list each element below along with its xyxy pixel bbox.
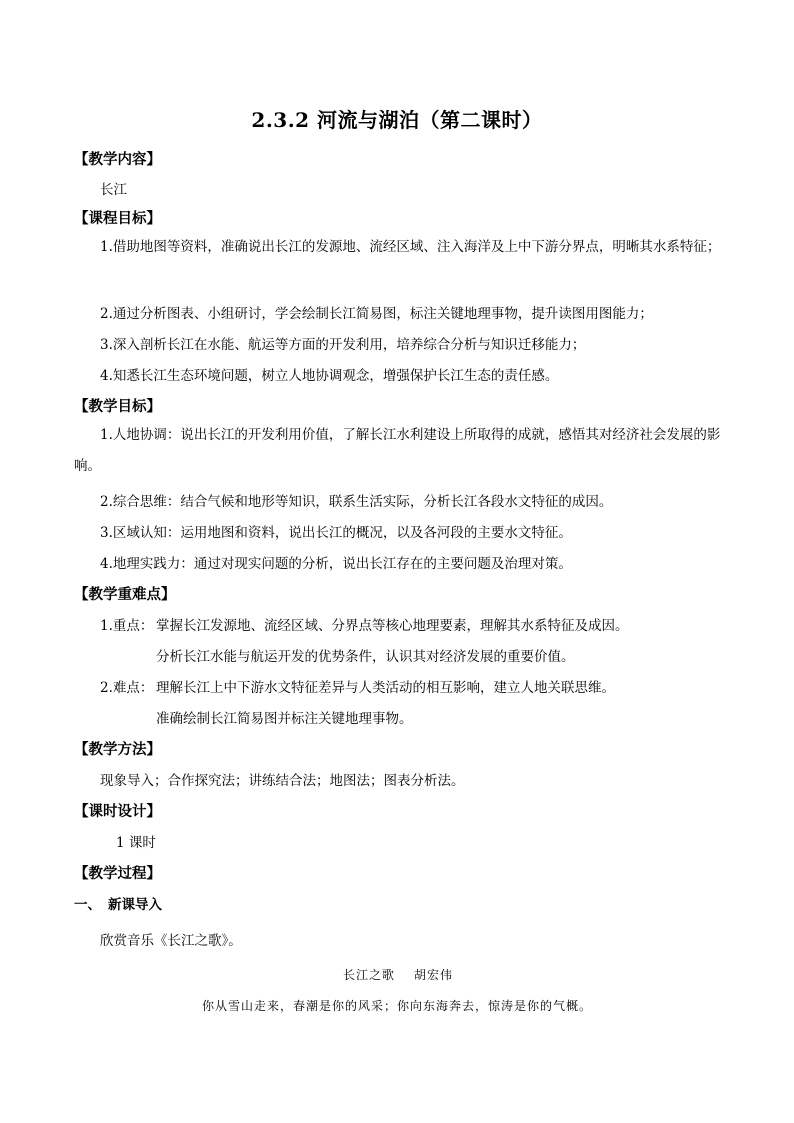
heading-key-points: 【教学重难点】: [74, 586, 176, 603]
focus-label: 1.重点：: [100, 618, 154, 634]
intro-text: 欣赏音乐《长江之歌》。: [100, 933, 242, 949]
focus-point-2: 分析长江水能与航运开发的优势条件，认识其对经济发展的重要价值。: [156, 649, 575, 665]
heading-content: 【教学内容】: [74, 151, 161, 168]
song-title: 长江之歌: [343, 968, 396, 982]
heading-teaching-goals: 【教学目标】: [74, 398, 161, 415]
teaching-goal-2: 2.综合思维：结合气候和地形等知识，联系生活实际，分析长江各段水文特征的成因。: [100, 494, 613, 510]
content-text: 长江: [100, 182, 127, 198]
heading-course-goals: 【课程目标】: [74, 210, 161, 227]
heading-schedule: 【课时设计】: [74, 803, 161, 820]
part1-title: 新课导入: [108, 897, 162, 913]
difficulty-point-2: 准确绘制长江简易图并标注关键地理事物。: [156, 711, 413, 727]
schedule-text: 1 课时: [116, 835, 156, 851]
focus-point-1: 掌握长江发源地、流经区域、分界点等核心地理要素，理解其水系特征及成因。: [156, 618, 629, 634]
teaching-goal-4: 4.地理实践力：通过对现实问题的分析，说出长江存在的主要问题及治理对策。: [100, 556, 572, 572]
teaching-goal-3: 3.区域认知：运用地图和资料，说出长江的概况，以及各河段的主要水文特征。: [100, 525, 572, 541]
course-goal-2: 2.通过分析图表、小组研讨，学会绘制长江简易图，标注关键地理事物，提升读图用图能力；: [100, 306, 653, 322]
heading-methods: 【教学方法】: [74, 741, 161, 758]
course-goal-4: 4.知悉长江生态环境问题，树立人地协调观念，增强保护长江生态的责任感。: [100, 368, 559, 384]
methods-text: 现象导入；合作探究法；讲练结合法；地图法；图表分析法。: [100, 773, 465, 789]
course-goal-3: 3.深入剖析长江在水能、航运等方面的开发利用，培养综合分析与知识迁移能力；: [100, 337, 586, 353]
course-goal-1: 1.借助地图等资料，准确说出长江的发源地、流经区域、注入海洋及上中下游分界点，明晰其水系特征；: [100, 239, 721, 255]
difficulty-point-1: 理解长江上中下游水文特征差异与人类活动的相互影响，建立人地关联思维。: [156, 680, 615, 696]
heading-process: 【教学过程】: [74, 865, 161, 882]
difficulty-label: 2.难点：: [100, 680, 154, 696]
teaching-goal-1: 1.人地协调：说出长江的开发利用价值，了解长江水利建设上所取得的成就，感悟其对经济社会发展的影响。: [74, 427, 721, 474]
song-lyric-line: 你从雪山走来，春潮是你的风采；你向东海奔去，惊涛是你的气概。: [201, 999, 592, 1013]
song-author: 胡宏伟: [414, 968, 454, 982]
page-title: 2.3.2 河流与湖泊（第二课时）: [251, 108, 543, 132]
part1-number: 一、: [74, 897, 101, 913]
